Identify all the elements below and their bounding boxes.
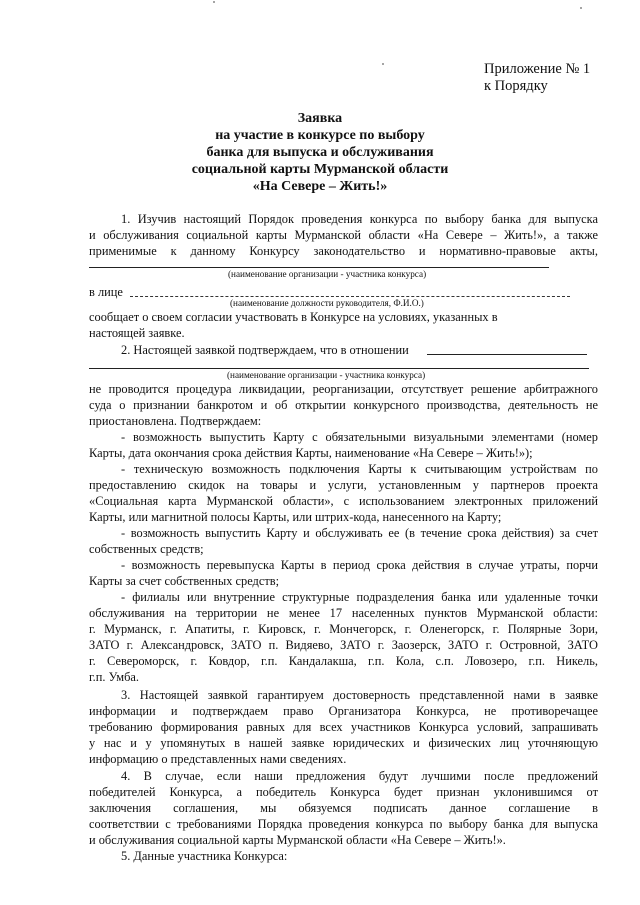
paragraph-4-line: 4. В случае, если наши предложения будут лучшими после предложений [121,769,598,783]
bullet-4-line: - возможность перевыпуска Карты в период срока действия в случае утраты, порчи [121,558,598,572]
bullet-5-line: г. Мурманск, г. Апатиты, г. Кировск, г. Мончегорск, г. Оленегорск, г. Полярные Зори, [89,622,598,636]
paragraph-5-line: 5. Данные участника Конкурса: [121,849,288,863]
paragraph-2-line: суда о признании банкротом и об открытии конкурсного производства, деятельность не [89,398,598,412]
document-subtitle-1: на участие в конкурсе по выбору [215,128,425,143]
paragraph-3-line: информации и подтверждаем право Организатора Конкурса, не противоречащее [89,704,598,718]
in-person-label: в лице [89,285,123,299]
bullet-2-line: Карты, или магнитной полосы Карты, или штрих-кода, нанесенного на Карту; [89,510,502,524]
paragraph-4-line: победителей Конкурса, а победитель Конкурса будет признан уклонившимся от [89,785,598,799]
bullet-3-line: - возможность выпустить Карту и обслуживать ее (в течение срока действия) за счет [121,526,598,540]
paragraph-1-line: применимые к данному Конкурсу законодательство и нормативно-правовые акты, [89,244,598,258]
document-subtitle-4: «На Севере – Жить!» [252,179,388,194]
paragraph-1-line: 1. Изучив настоящий Порядок проведения конкурса по выбору банка для выпуска [121,212,598,226]
document-subtitle-3: социальной карты Мурманской области [191,162,449,177]
document-subtitle-2: банка для выпуска и обслуживания [206,145,434,160]
paragraph-2-line: не проводится процедура ликвидации, реорганизации, отсутствует решение арбитражного [89,382,598,396]
bullet-5-line: г.п. Умба. [89,670,140,684]
scan-speck [580,7,582,9]
blank-line-organization-2 [89,368,589,369]
paragraph-3-line: у нас и у упомянутых в нашей заявке юридических и физических лиц уточняющую [89,736,598,750]
caption-organization-2: (наименование организации - участника конкурса) [227,370,426,380]
paragraph-4-line: и обслуживания социальной карты Мурманской области «На Севере – Жить!». [89,833,506,847]
paragraph-3-line: информацию о представленных нами сведениях. [89,752,347,766]
blank-line-counterparty [427,354,587,355]
bullet-1-line: - возможность выпустить Карту с обязательными визуальными элементами (номер [121,430,598,444]
paragraph-3-line: требованию формирования равных для всех участников Конкурса условий, запрашивать [89,720,598,734]
paragraph-2-line: 2. Настоящей заявкой подтверждаем, что в отношении [121,343,409,357]
scan-speck [213,1,215,3]
bullet-4-line: Карты за счет собственных средств; [89,574,280,588]
bullet-2-line: - техническую возможность подключения Карты к считывающим устройствам по [121,462,598,476]
paragraph-4-line: соответствии с требованиями Порядка проведения конкурса по выбору банка для выпуска [89,817,598,831]
paragraph-3-line: 3. Настоящей заявкой гарантируем достоверность представленной нами в заявке [121,688,598,702]
paragraph-2-line: приостановлена. Подтверждаем: [89,414,262,428]
paragraph-1-line: настоящей заявке. [89,326,185,340]
blank-line-position [130,296,570,297]
bullet-2-line: предоставлению скидок на товары и услуги, установленным у партнеров проекта [89,478,598,492]
bullet-3-line: собственных средств; [89,542,204,556]
bullet-5-line: ЗАТО г. Александровск, ЗАТО п. Видяево, ЗАТО г. Заозерск, ЗАТО г. Островной, ЗАТО [89,638,598,652]
appendix-line-2: к Порядку [484,78,548,94]
bullet-5-line: обслуживания на территории не менее 17 населенных пунктов Мурманской области: [89,606,598,620]
paragraph-1-line: и обслуживания социальной карты Мурманской области «На Севере – Жить!», а также [89,228,598,242]
caption-organization: (наименование организации - участника конкурса) [228,269,427,279]
bullet-2-line: «Социальная карта Мурманской области», с использованием электронных приложений [89,494,598,508]
bullet-5-line: г. Североморск, г. Ковдор, г.п. Кандалакша, г.п. Кола, с.п. Ловозеро, г.п. Никель, [89,654,598,668]
caption-position: (наименование должности руководителя, Ф.И.О.) [230,298,424,308]
bullet-1-line: Карты, дата окончания срока действия Карты, наименование «На Севере – Жить!»); [89,446,533,460]
scan-speck [382,63,384,65]
paragraph-1-line: сообщает о своем согласии участвовать в Конкурсе на условиях, указанных в [89,310,498,324]
bullet-5-line: - филиалы или внутренние структурные подразделения банка или удаленные точки [121,590,598,604]
document-title: Заявка [297,111,343,126]
paragraph-4-line: заключения соглашения, мы обязуемся подписать данное соглашение в [89,801,598,815]
appendix-line-1: Приложение № 1 [484,61,591,77]
blank-line-organization [89,267,549,268]
